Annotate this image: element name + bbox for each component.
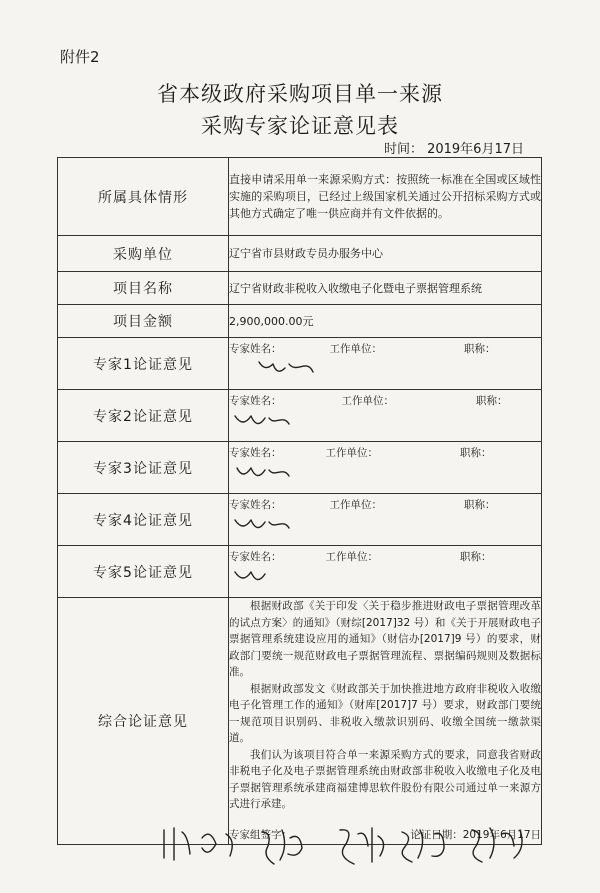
document-title-line2: 采购专家论证意见表	[201, 114, 399, 138]
expert-opinion-form	[57, 157, 542, 845]
expert-unit-label: 工作单位：	[325, 446, 378, 459]
expert-5-label: 专家5论证意见	[58, 546, 229, 598]
summary-paragraph: 根据财政部《关于印发〈关于稳步推进财政电子票据管理改革的试点方案〉的通知》（财综[2017]32 号）和《关于开展财政电子票据管理系统建设应用的通知》（财信办[2017]9 号）的要求，财政部门要统一规范财政电子票据管理流程、票据编码规则及数据标准。	[229, 600, 541, 678]
expert-1-label: 专家1论证意见	[58, 338, 229, 390]
summary-paragraph: 根据财政部发文《财政部关于加快推进地方政府非税收入收缴电子化管理工作的通知》（财库[2017]7 号）要求，财政部门要统一规范项目识别码、非税收入缴款识别码、收缴全国统一缴款渠道。	[229, 682, 541, 744]
expert-4-label: 专家4论证意见	[58, 494, 229, 546]
summary-content	[229, 598, 542, 845]
expert-title-label: 职称：	[476, 394, 508, 407]
expert-5-opinion	[229, 546, 542, 598]
date-line: 时间： 2019年6月17日	[383, 142, 524, 157]
expert-4-opinion	[229, 494, 542, 546]
summary-label: 综合论证意见	[58, 598, 229, 845]
handwritten-opinion-1	[229, 358, 529, 382]
amount-value: 2,900,000.00元	[229, 305, 542, 338]
expert-name-label: 专家姓名：	[229, 498, 282, 511]
expert-name-label: 专家姓名：	[229, 550, 282, 563]
expert-title-label: 职称：	[464, 498, 496, 511]
summary-paragraph: 我们认为该项目符合单一来源采购方式的要求，同意我省财政非税电子化及电子票据管理系统由财政部非税收入收缴电子化及电子票据管理系统承建商福建博思软件股份有限公司通过单一来源方式进行承建。	[229, 748, 541, 810]
expert-title-label: 职称：	[460, 550, 492, 563]
situation-value: 直接申请采用单一来源采购方式：按照统一标准在全国或区域性实施的采购项目，已经过上级国家机关通过公开招标采购方式或其他方式确定了唯一供应商并有文件依据的。	[229, 158, 542, 236]
expert-title-label: 职称：	[464, 342, 496, 355]
row-unit	[58, 236, 542, 272]
handwritten-opinion-3	[229, 462, 529, 486]
expert-1-opinion	[229, 338, 542, 390]
expert-2-opinion	[229, 390, 542, 442]
handwritten-opinion-4	[229, 514, 529, 538]
row-expert-3	[58, 442, 542, 494]
sign-date: 论证日期：2019年6月17日	[410, 828, 541, 841]
row-summary	[58, 598, 542, 845]
expert-name-label: 专家姓名：	[229, 342, 282, 355]
row-expert-5	[58, 546, 542, 598]
row-expert-1	[58, 338, 542, 390]
project-name-value: 辽宁省财政非税收入收缴电子化暨电子票据管理系统	[229, 272, 542, 305]
project-name-label: 项目名称	[58, 272, 229, 305]
expert-unit-label: 工作单位：	[329, 342, 382, 355]
attachment-label: 附件2	[60, 48, 100, 66]
row-project-name	[58, 272, 542, 305]
expert-unit-label: 工作单位：	[329, 498, 382, 511]
expert-name-label: 专家姓名：	[229, 446, 282, 459]
expert-unit-label: 工作单位：	[341, 394, 394, 407]
row-amount	[58, 305, 542, 338]
expert-3-label: 专家3论证意见	[58, 442, 229, 494]
expert-title-label: 职称：	[460, 446, 492, 459]
handwritten-opinion-2	[229, 410, 529, 434]
document-title-line1: 省本级政府采购项目单一来源	[157, 82, 443, 106]
amount-label: 项目金额	[58, 305, 229, 338]
row-expert-4	[58, 494, 542, 546]
row-situation	[58, 158, 542, 236]
sign-label: 专家组签字：	[229, 828, 292, 841]
expert-unit-label: 工作单位：	[325, 550, 378, 563]
handwritten-opinion-5	[229, 566, 529, 590]
expert-group-signatures	[150, 820, 570, 870]
expert-3-opinion	[229, 442, 542, 494]
unit-label: 采购单位	[58, 236, 229, 272]
situation-label: 所属具体情形	[58, 158, 229, 236]
expert-name-label: 专家姓名：	[229, 394, 282, 407]
row-expert-2	[58, 390, 542, 442]
unit-value: 辽宁省市县财政专员办服务中心	[229, 236, 542, 272]
expert-2-label: 专家2论证意见	[58, 390, 229, 442]
